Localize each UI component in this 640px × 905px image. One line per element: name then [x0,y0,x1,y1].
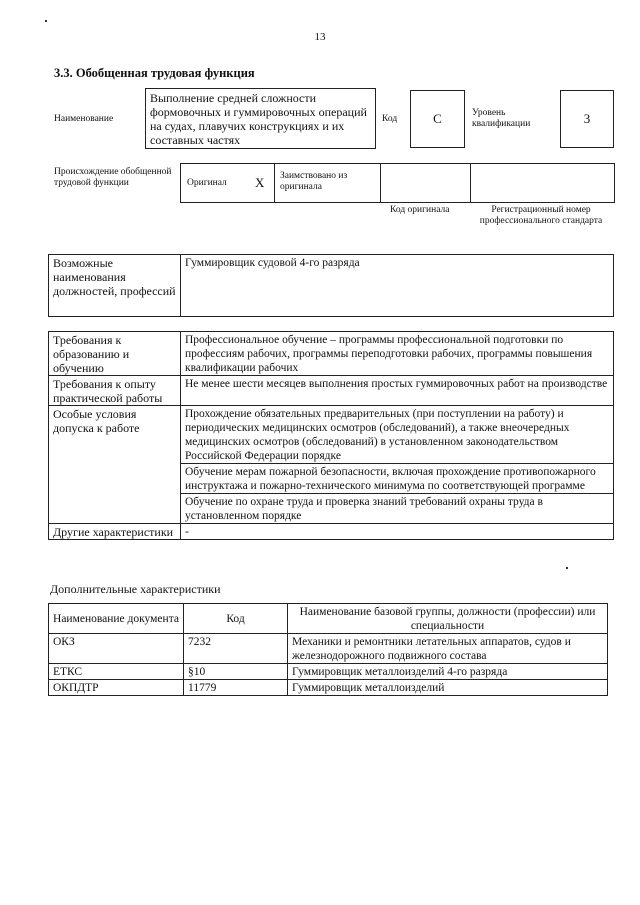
origin-divider-1 [274,163,275,203]
level-label: Уровень квалификации [472,108,531,129]
additional-title: Дополнительные характеристики [50,582,221,596]
name-value: Выполнение средней сложности формовочных и гуммировочных операций на судах, плавучих конструкциях и их составных частях [145,88,376,149]
experience-label: Требования к опыту практической работы [49,376,181,406]
conditions-value-2: Обучение мерам пожарной безопасности, включая прохождение противопожарного инструктажа и пожарно-технического минимума по соответствующей программе [181,464,614,494]
other-value: - [181,524,614,540]
code-original-caption: Код оригинала [390,205,450,215]
other-label: Другие характеристики [49,524,181,540]
additional-table [48,603,608,696]
origin-divider-2 [380,163,381,203]
origin-frame [180,163,615,203]
positions-table [48,254,614,317]
additional-header-document: Наименование документа [49,604,184,634]
experience-value: Не менее шести месяцев выполнения простых гуммировочных работ на производстве [181,376,614,406]
reg-number-caption: Регистрационный номер профессионального стандарта [479,205,603,226]
scan-speck [566,567,568,569]
row-3-code: 11779 [184,680,288,696]
table-row [49,680,608,696]
original-label: Оригинал [187,178,227,188]
row-1-name: Механики и ремонтники летательных аппаратов, судов и железнодорожного подвижного состава [288,634,608,664]
row-2-name: Гуммировщик металлоизделий 4-го разряда [288,664,608,680]
row-2-document: ЕТКС [49,664,184,680]
level-value: 3 [560,90,614,148]
table-row [49,664,608,680]
origin-divider-3 [470,163,471,203]
additional-header-code: Код [184,604,288,634]
row-1-document: ОКЗ [49,634,184,664]
scan-speck [45,20,47,22]
row-1-code: 7232 [184,634,288,664]
section-title: 3.3. Обобщенная трудовая функция [54,66,255,80]
row-3-document: ОКПДТР [49,680,184,696]
conditions-value-1: Прохождение обязательных предварительных (при поступлении на работу) и периодических медицинских осмотров (обследований), а также внеочередных медицинских осмотров (обследований) в установленном законодательством Российской Федерации порядке [181,406,614,464]
original-mark: X [255,175,265,190]
positions-value: Гуммировщик судовой 4-го разряда [181,255,614,317]
conditions-value-3: Обучение по охране труда и проверка знаний требований охраны труда в установленном порядке [181,494,614,524]
page-number: 13 [314,31,326,43]
table-row [49,634,608,664]
row-2-code: §10 [184,664,288,680]
code-value: C [410,90,465,148]
education-label: Требования к образованию и обучению [49,332,181,376]
code-label: Код [382,114,398,124]
requirements-table [48,331,614,540]
positions-label: Возможные наименования должностей, профессий [49,255,181,317]
row-3-name: Гуммировщик металлоизделий [288,680,608,696]
borrowed-label: Заимствовано из оригинала [280,171,348,192]
additional-header-name: Наименование базовой группы, должности (профессии) или специальности [288,604,608,634]
conditions-label: Особые условия допуска к работе [49,406,181,524]
name-label: Наименование [54,114,114,124]
origin-label: Происхождение обобщенной трудовой функции [54,167,172,188]
education-value: Профессиональное обучение – программы профессиональной подготовки по профессиям рабочих, программы переподготовки рабочих, программы повышения квалификации рабочих [181,332,614,376]
